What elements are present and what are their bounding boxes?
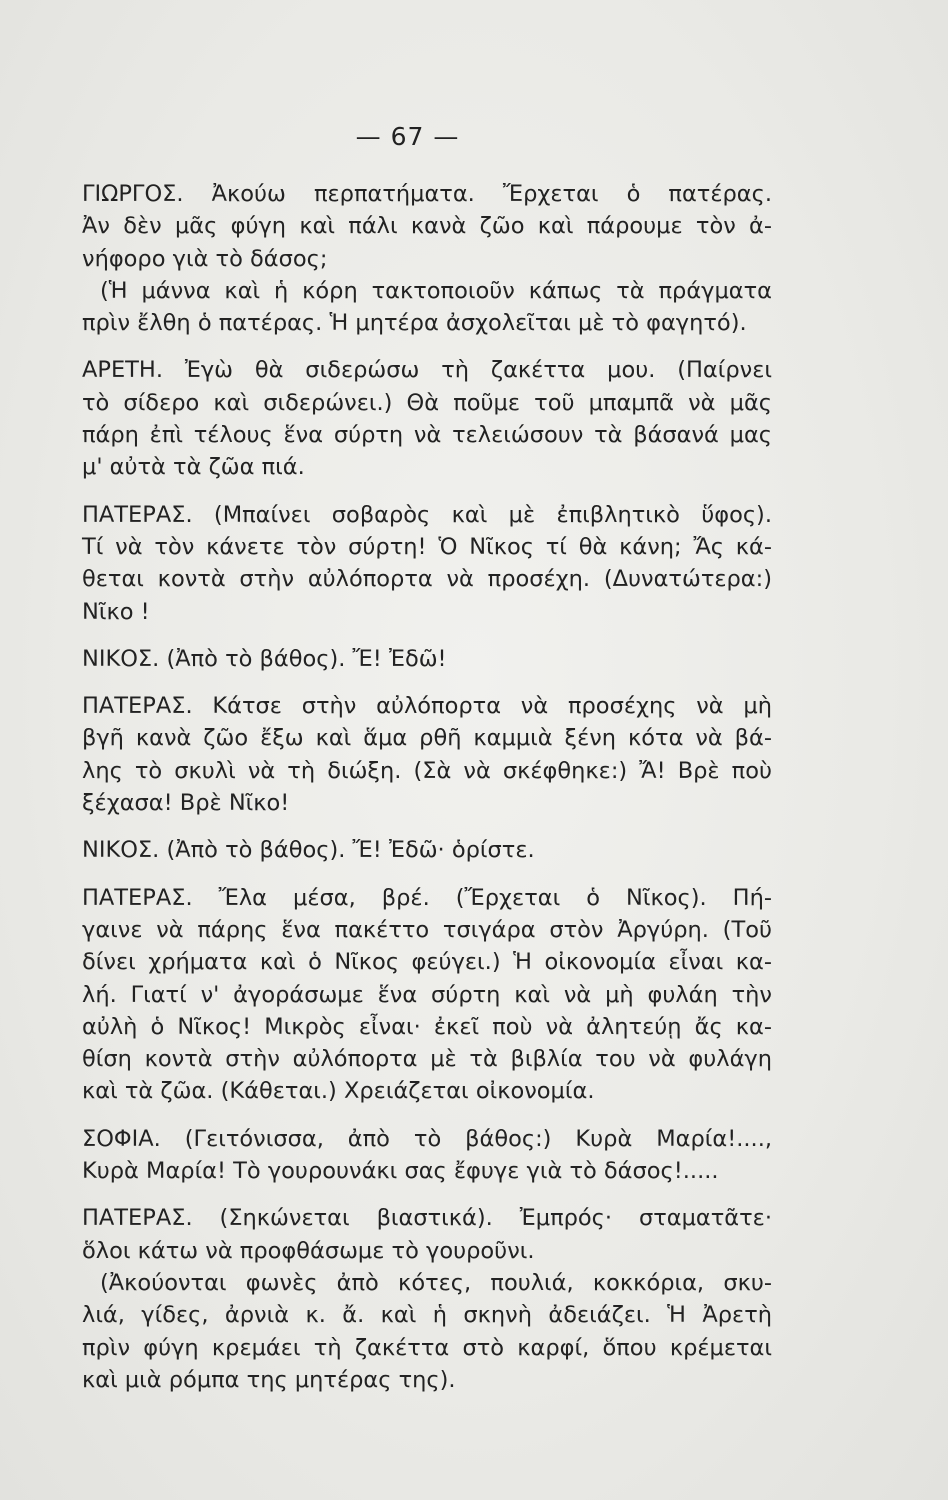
- text-line: καὶ τὰ ζῶα. (Κάθεται.) Χρειάζεται οἰκονομία.: [82, 1078, 595, 1105]
- text-line: Νῖκο !: [82, 598, 150, 625]
- text-line: πάρη ἐπὶ τέλους ἕνα σύρτη νὰ τελειώσουν τὰ βάσανά μας: [82, 422, 772, 449]
- text-line: (Ἡ μάννα καὶ ἡ κόρη τακτοποιοῦν κάπως τὰ πράγματα: [100, 277, 772, 304]
- text-line: αὐλὴ ὁ Νῖκος! Μικρὸς εἶναι· ἐκεῖ ποὺ νὰ ἀλητεύῃ ἄς κα-: [82, 1013, 772, 1040]
- text-line: θεται κοντὰ στὴν αὐλόπορτα νὰ προσέχη. (Δυνατώτερα:): [82, 566, 772, 593]
- text-line: νήφορο γιὰ τὸ δάσος;: [82, 245, 328, 272]
- text-line: λης τὸ σκυλὶ νὰ τὴ διώξη. (Σὰ νὰ σκέφθηκε:) Ἄ! Βρὲ ποὺ: [82, 757, 772, 784]
- text-line: ΑΡΕΤΗ. Ἐγὼ θὰ σιδερώσω τὴ ζακέττα μου. (Παίρνει: [82, 357, 772, 384]
- text-line: (Ἀκούονται φωνὲς ἀπὸ κότες, πουλιά, κοκκόρια, σκυ-: [100, 1269, 772, 1296]
- text-line: βγῆ κανὰ ζῶο ἔξω καὶ ἅμα ρθῆ καμμιὰ ξένη κότα νὰ βά-: [82, 725, 772, 752]
- text-line: λή. Γιατί ν' ἀγοράσωμε ἕνα σύρτη καὶ νὰ μὴ φυλάη τὴν: [82, 981, 772, 1008]
- text-line: ξέχασα! Βρὲ Νῖκο!: [82, 790, 290, 817]
- text-line: καὶ μιὰ ρόμπα της μητέρας της).: [82, 1366, 456, 1393]
- text-line: θίση κοντὰ στὴν αὐλόπορτα μὲ τὰ βιβλία του νὰ φυλάγη: [82, 1046, 772, 1073]
- text-line: ΓΙΩΡΓΟΣ. Ἀκούω περπατήματα. Ἔρχεται ὁ πατέρας.: [82, 181, 772, 207]
- text-line: πρὶν ἔλθη ὁ πατέρας. Ἡ μητέρα ἀσχολεῖται μὲ τὸ φαγητό).: [82, 310, 747, 337]
- text-line: ΝΙΚΟΣ. (Ἀπὸ τὸ βάθος). Ἔ! Ἐδῶ· ὁρίστε.: [82, 837, 535, 864]
- text-line: τὸ σίδερο καὶ σιδερώνει.) Θὰ ποῦμε τοῦ μπαμπᾶ νὰ μᾶς: [82, 389, 772, 416]
- text-line: Κυρὰ Μαρία! Τὸ γουρουνάκι σας ἔφυγε γιὰ τὸ δάσος!.....: [82, 1158, 719, 1185]
- text-line: ΣΟΦΙΑ. (Γειτόνισσα, ἀπὸ τὸ βάθος:) Κυρὰ Μαρία!....,: [82, 1125, 772, 1152]
- text-line: ΠΑΤΕΡΑΣ. Ἔλα μέσα, βρέ. (Ἔρχεται ὁ Νῖκος). Πή-: [82, 884, 772, 911]
- text-line: Τί νὰ τὸν κάνετε τὸν σύρτη! Ὁ Νῖκος τί θὰ κάνη; Ἄς κά-: [82, 533, 772, 560]
- text-line: ΠΑΤΕΡΑΣ. Κάτσε στὴν αὐλόπορτα νὰ προσέχης νὰ μὴ: [82, 693, 772, 720]
- text-line: πρὶν φύγη κρεμάει τὴ ζακέττα στὸ καρφί, ὅπου κρέμεται: [82, 1334, 772, 1361]
- text-line: δίνει χρήματα καὶ ὁ Νῖκος φεύγει.) Ἡ οἰκονομία εἶναι κα-: [82, 949, 772, 976]
- text-line: ΠΑΤΕΡΑΣ. (Μπαίνει σοβαρὸς καὶ μὲ ἐπιβλητικὸ ὕφος).: [82, 501, 772, 528]
- text-line: Ἀν δὲν μᾶς φύγη καὶ πάλι κανὰ ζῶο καὶ πάρουμε τὸν ἀ-: [82, 213, 772, 240]
- page-text: [82, 178, 772, 1396]
- text-line: ΠΑΤΕΡΑΣ. (Σηκώνεται βιαστικά). Ἐμπρός· σταματᾶτε·: [82, 1205, 772, 1232]
- text-line: μ' αὐτὰ τὰ ζῶα πιά.: [82, 454, 305, 481]
- text-line: λιά, γίδες, ἀρνιὰ κ. ἄ. καὶ ἡ σκηνὴ ἀδειάζει. Ἡ Ἀρετὴ: [82, 1302, 772, 1329]
- text-line: ὅλοι κάτω νὰ προφθάσωμε τὸ γουροῦνι.: [82, 1237, 535, 1264]
- page-number: — 67 —: [355, 122, 460, 151]
- text-line: γαινε νὰ πάρης ἕνα πακέττο τσιγάρα στὸν Ἀργύρη. (Τοῦ: [82, 916, 772, 943]
- text-line: ΝΙΚΟΣ. (Ἀπὸ τὸ βάθος). Ἔ! Ἐδῶ!: [82, 645, 447, 672]
